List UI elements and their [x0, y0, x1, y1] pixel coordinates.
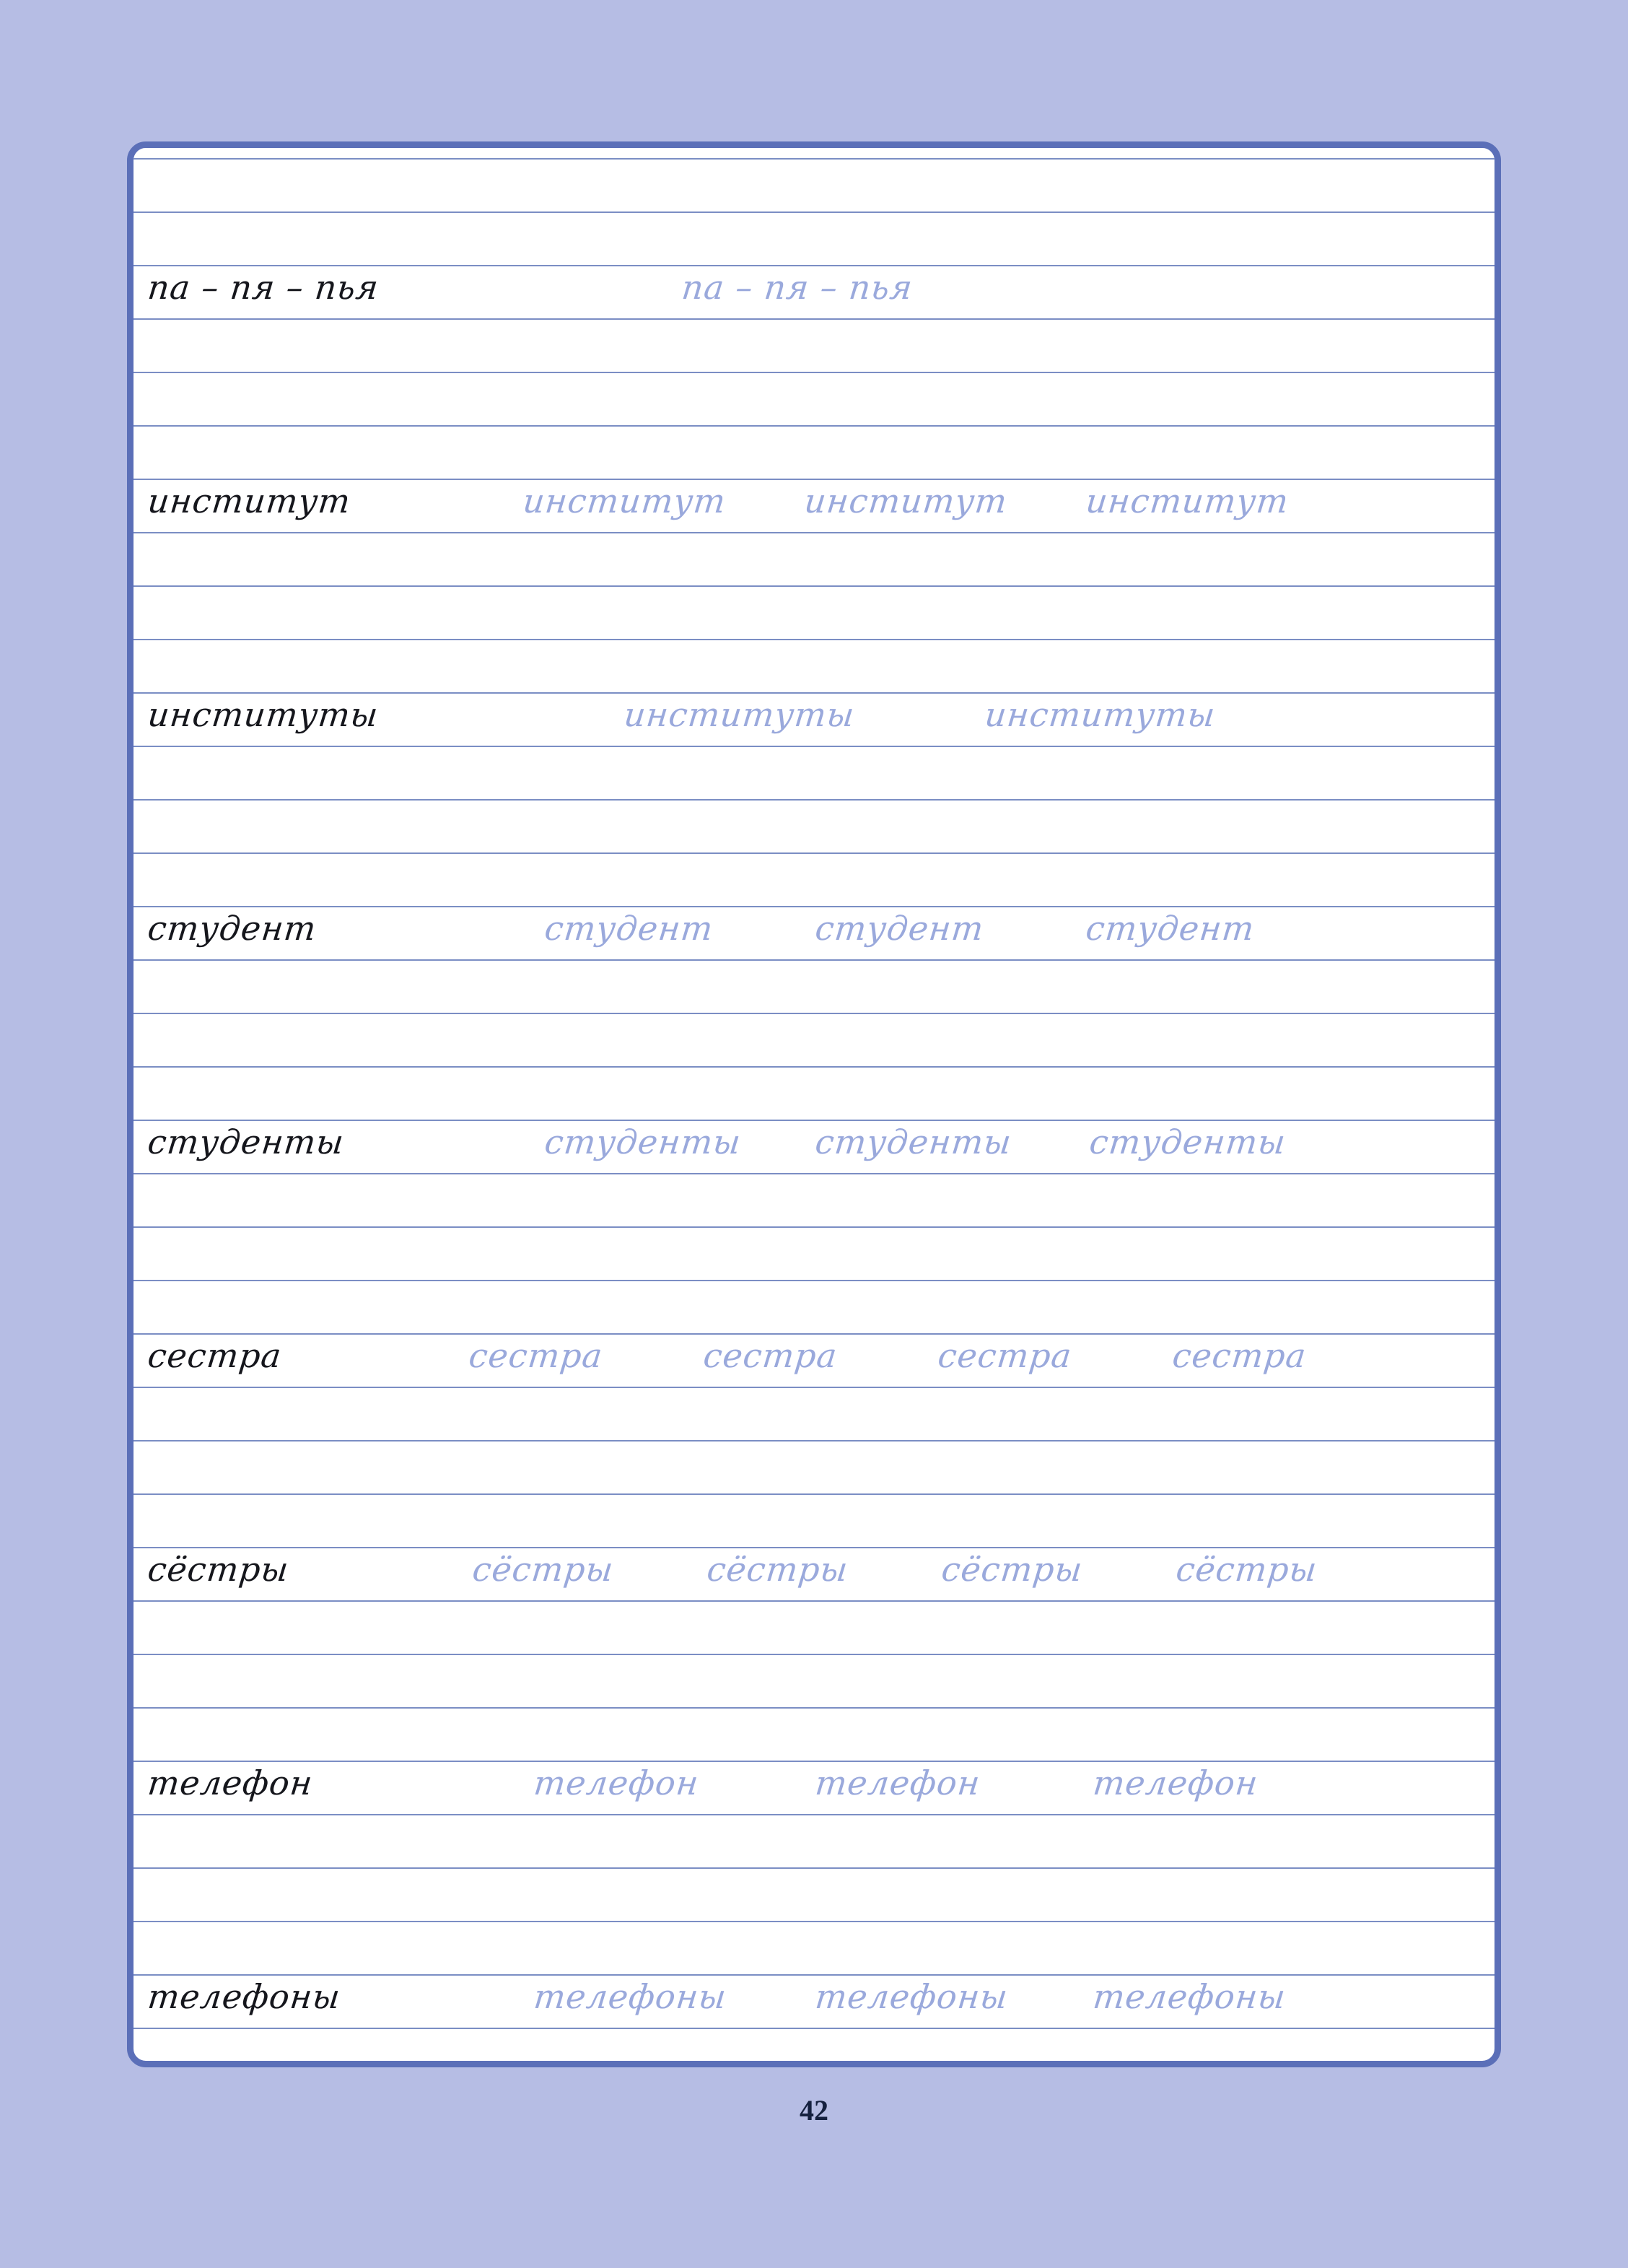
rule-line	[134, 158, 1494, 160]
trace-word[interactable]: сёстры	[940, 1550, 1085, 1589]
trace-word[interactable]: телефон	[1091, 1763, 1261, 1802]
trace-word[interactable]: студенты	[1087, 1122, 1288, 1161]
rule-line	[134, 959, 1494, 961]
rule-line	[134, 211, 1494, 213]
rule-line	[134, 1066, 1494, 1068]
model-word: студент	[146, 909, 319, 948]
rule-line	[134, 1707, 1494, 1709]
trace-word[interactable]: сестра	[1170, 1336, 1309, 1375]
rule-line	[134, 532, 1494, 533]
practice-row	[134, 904, 1494, 948]
trace-word[interactable]: сестра	[701, 1336, 840, 1375]
rule-line	[134, 1600, 1494, 1602]
trace-word[interactable]: студент	[813, 909, 986, 948]
trace-word[interactable]: па – пя – пья	[680, 268, 915, 307]
trace-word[interactable]: сестра	[936, 1336, 1075, 1375]
model-word: студенты	[146, 1122, 346, 1161]
worksheet-page	[127, 141, 1501, 2067]
practice-row	[134, 263, 1494, 307]
model-word: институт	[146, 481, 353, 520]
rule-line	[134, 1280, 1494, 1281]
rule-line	[134, 1814, 1494, 1815]
trace-word[interactable]: сёстры	[705, 1550, 851, 1589]
trace-word[interactable]: институт	[1084, 481, 1291, 520]
trace-word[interactable]: студенты	[543, 1122, 743, 1161]
rule-line	[134, 425, 1494, 427]
rule-line	[134, 372, 1494, 373]
practice-row	[134, 691, 1494, 734]
rule-line	[134, 1226, 1494, 1228]
trace-word[interactable]: телефоны	[532, 1977, 729, 2016]
rule-line	[134, 1493, 1494, 1495]
rule-line	[134, 1921, 1494, 1922]
practice-row	[134, 1545, 1494, 1589]
practice-row	[134, 1759, 1494, 1802]
practice-row	[134, 1332, 1494, 1375]
rule-line	[134, 585, 1494, 587]
rule-line	[134, 1654, 1494, 1655]
trace-word[interactable]: институты	[622, 695, 857, 734]
rule-line	[134, 2028, 1494, 2029]
trace-word[interactable]: студенты	[813, 1122, 1014, 1161]
rule-line	[134, 746, 1494, 747]
rule-line	[134, 799, 1494, 801]
trace-word[interactable]: телефоны	[813, 1977, 1010, 2016]
rule-line	[134, 1013, 1494, 1014]
rule-line	[134, 318, 1494, 320]
model-word: сёстры	[146, 1550, 292, 1589]
trace-word[interactable]: институты	[983, 695, 1218, 734]
rule-line	[134, 1440, 1494, 1442]
model-word: институты	[146, 695, 381, 734]
trace-word[interactable]: телефон	[813, 1763, 983, 1802]
trace-word[interactable]: телефон	[532, 1763, 701, 1802]
model-word: телефоны	[146, 1977, 343, 2016]
trace-word[interactable]: сестра	[467, 1336, 605, 1375]
rule-line	[134, 1867, 1494, 1869]
rule-line	[134, 852, 1494, 854]
model-word: сестра	[146, 1336, 284, 1375]
page-number: 42	[800, 2094, 828, 2127]
trace-word[interactable]: студент	[543, 909, 716, 948]
practice-row	[134, 1118, 1494, 1161]
trace-word[interactable]: телефоны	[1091, 1977, 1288, 2016]
trace-word[interactable]: институт	[521, 481, 728, 520]
trace-word[interactable]: институт	[802, 481, 1010, 520]
trace-word[interactable]: сёстры	[471, 1550, 616, 1589]
trace-word[interactable]: сёстры	[1174, 1550, 1320, 1589]
model-word: телефон	[146, 1763, 315, 1802]
practice-row	[134, 477, 1494, 520]
practice-row	[134, 1973, 1494, 2016]
model-word: па – пя – пья	[146, 268, 381, 307]
trace-word[interactable]: студент	[1084, 909, 1257, 948]
rule-line	[134, 1173, 1494, 1174]
rule-line	[134, 639, 1494, 640]
rule-line	[134, 1387, 1494, 1388]
